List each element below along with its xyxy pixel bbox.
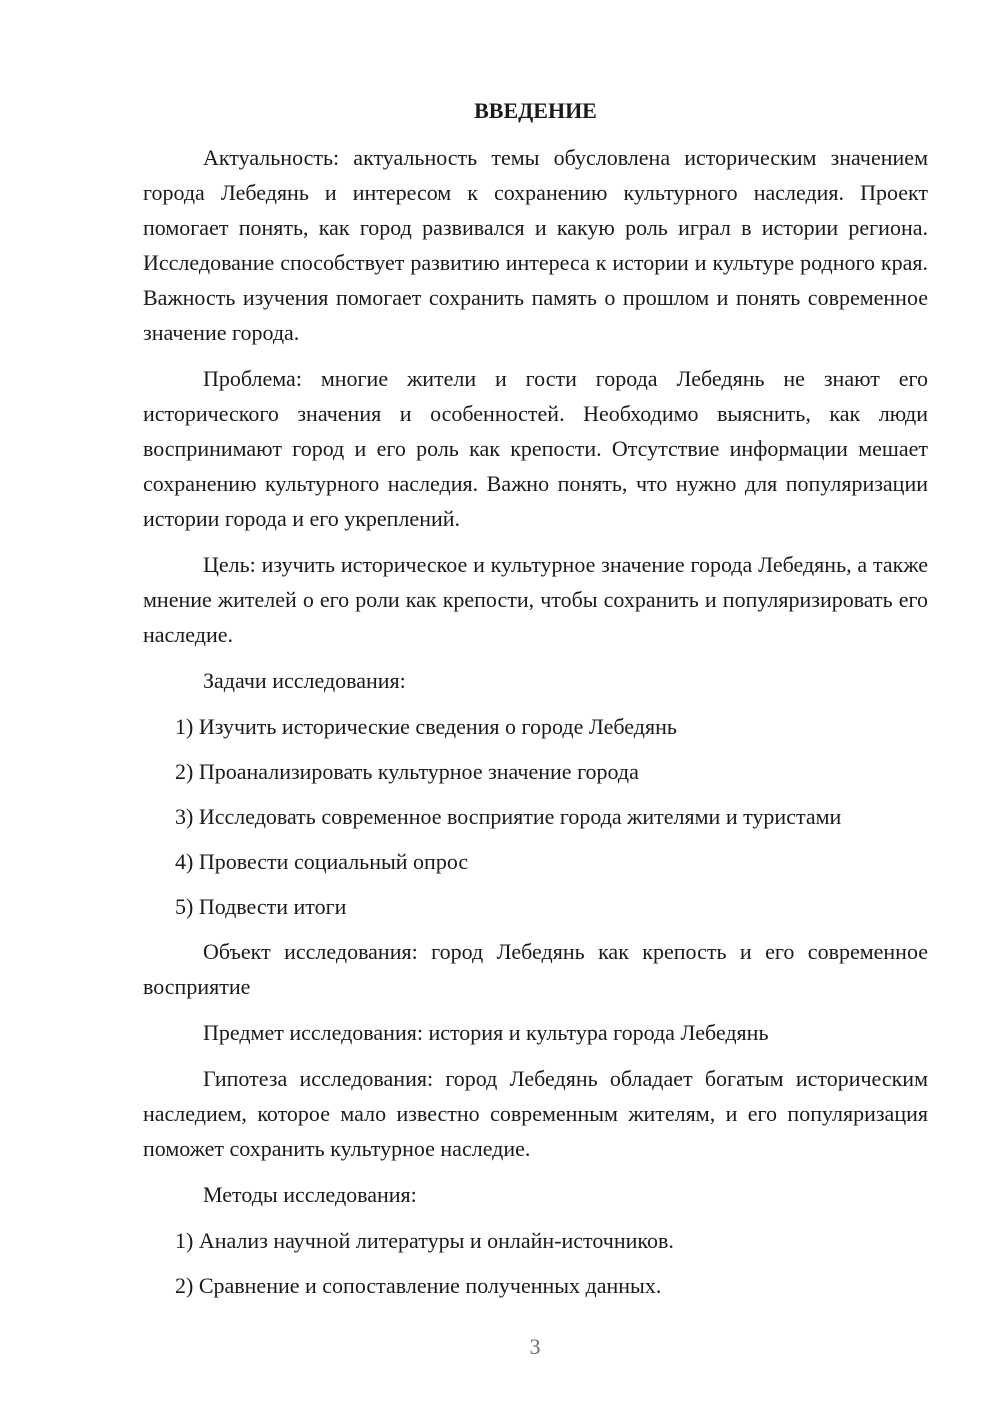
problem-paragraph: Проблема: многие жители и гости города Лебедянь не знают его исторического значения и особенностей. Необходимо выяснить, как люди воспринимают город и его роль как крепости. Отсутствие информации мешает сохранению культурного наследия. Важно понять, что нужно для популяризации истории города и его укреплений. (143, 366, 928, 531)
task-item: 2) Проанализировать культурное значение города (175, 759, 639, 784)
task-item: 1) Изучить исторические сведения о городе Лебедянь (175, 714, 677, 739)
object-paragraph: Объект исследования: город Лебедянь как крепость и его современное восприятие (143, 939, 928, 999)
methods-title: Методы исследования: (203, 1182, 417, 1207)
task-item: 3) Исследовать современное восприятие города жителями и туристами (175, 804, 842, 829)
goal-paragraph: Цель: изучить историческое и культурное значение города Лебедянь, а также мнение жителей о его роли как крепости, чтобы сохранить и популяризировать его наследие. (143, 552, 928, 647)
subject-paragraph: Предмет исследования: история и культура города Лебедянь (203, 1020, 769, 1045)
hypothesis-paragraph: Гипотеза исследования: город Лебедянь обладает богатым историческим наследием, которое мало известно современным жителям, и его популяризация поможет сохранить культурное наследие. (143, 1066, 928, 1161)
tasks-title: Задачи исследования: (203, 668, 406, 693)
task-item: 5) Подвести итоги (175, 894, 347, 919)
method-item: 1) Анализ научной литературы и онлайн-источников. (175, 1228, 674, 1253)
method-item: 2) Сравнение и сопоставление полученных данных. (175, 1273, 662, 1298)
page-number: 3 (529, 1334, 541, 1359)
document-page (143, 96, 928, 1313)
task-item: 4) Провести социальный опрос (175, 849, 469, 874)
relevance-paragraph: Актуальность: актуальность темы обусловлена историческим значением города Лебедянь и интересом к сохранению культурного наследия. Проект помогает понять, как город развивался и какую роль играл в истории региона. Исследование способствует развитию интереса к истории и культуре родного края. Важность изучения помогает сохранить память о прошлом и понять современное значение города. (143, 145, 928, 345)
page-title: ВВЕДЕНИЕ (474, 98, 597, 123)
